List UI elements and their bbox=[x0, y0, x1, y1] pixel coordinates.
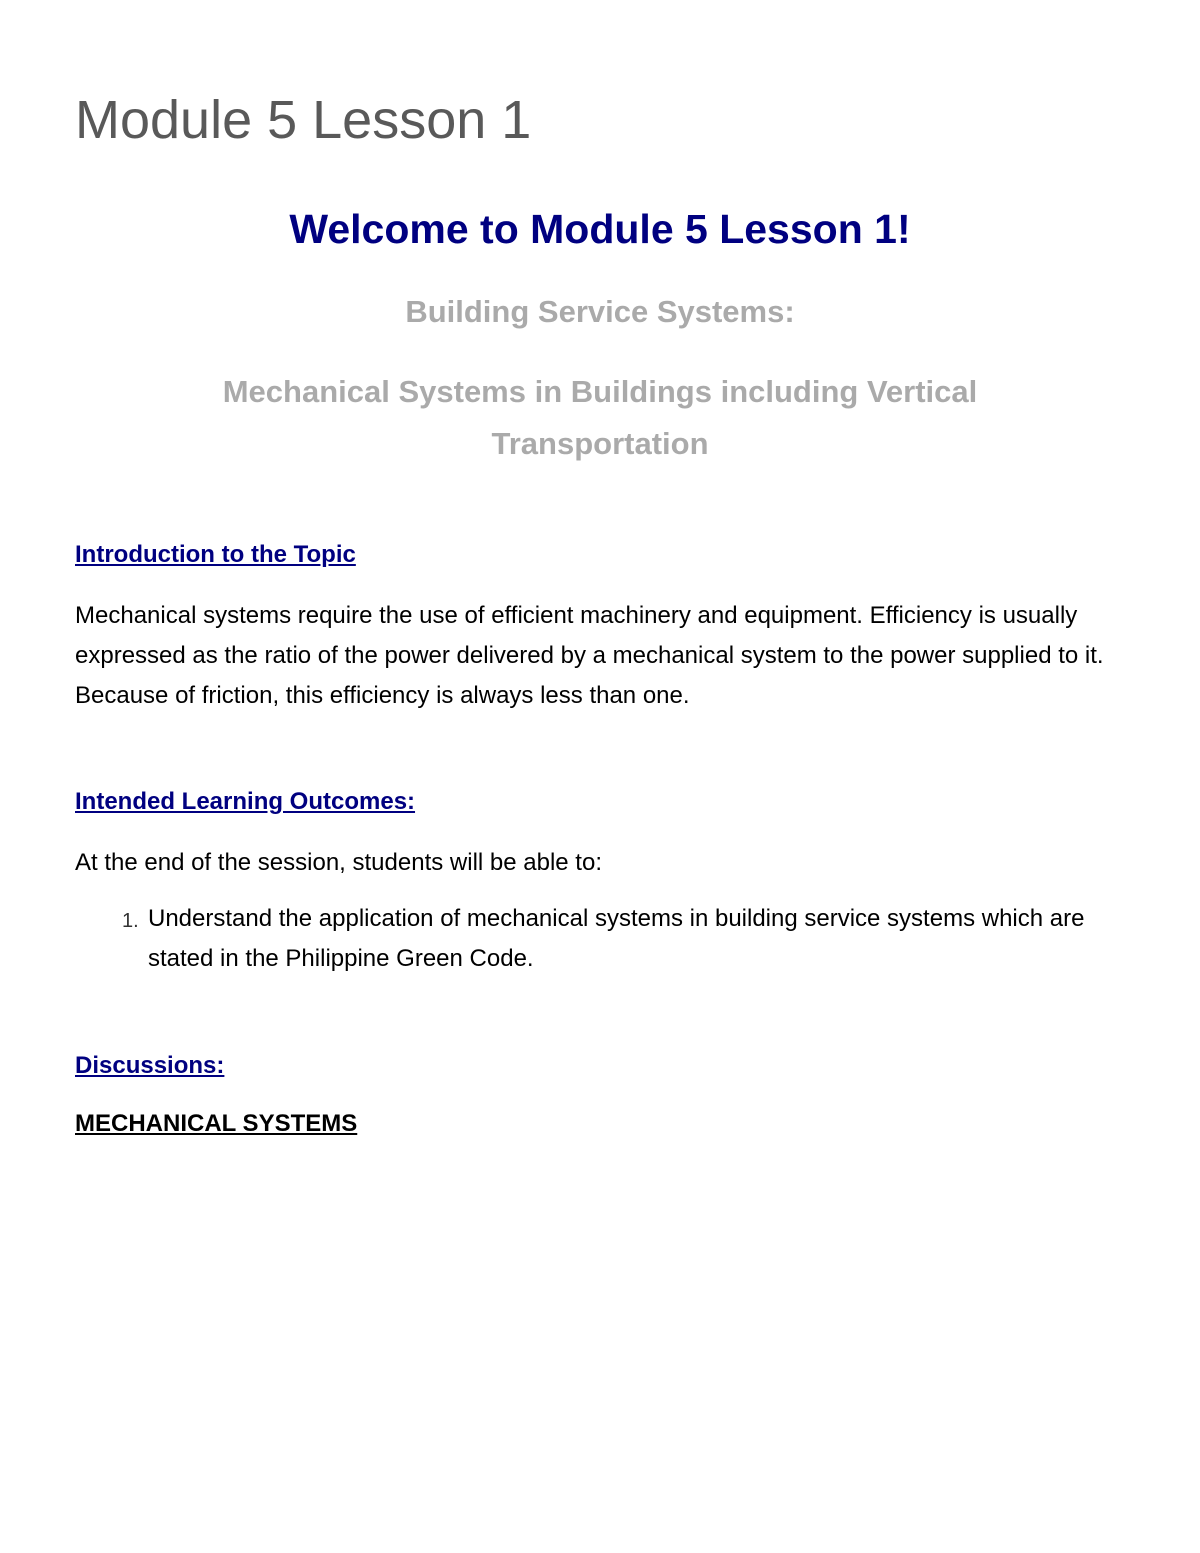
list-item bbox=[75, 899, 1125, 979]
learning-outcomes-lead: At the end of the session, students will be able to: bbox=[75, 849, 602, 876]
introduction-paragraph: Mechanical systems require the use of efficient machinery and equipment. Efficiency is usually expressed as the ratio of the power delivered by a mechanical system to the power supplied to it. Because of friction, this efficiency is always less than one. bbox=[75, 602, 1104, 709]
list-item-number: 1. bbox=[122, 910, 139, 932]
introduction-heading: Introduction to the Topic bbox=[75, 541, 356, 568]
discussions-heading: Discussions: bbox=[75, 1052, 225, 1079]
learning-outcomes-heading: Intended Learning Outcomes: bbox=[75, 788, 416, 815]
welcome-heading: Welcome to Module 5 Lesson 1! bbox=[289, 206, 911, 252]
subtitle-building-service-systems: Building Service Systems: bbox=[405, 294, 795, 329]
module-title: Module 5 Lesson 1 bbox=[75, 90, 532, 150]
learning-outcomes-list bbox=[75, 899, 1125, 979]
subtitle-mechanical-systems: Mechanical Systems in Buildings including Vertical Transportation bbox=[222, 374, 978, 461]
list-item-text: Understand the application of mechanical systems in building service systems which are stated in the Philippine Green Code. bbox=[148, 905, 1085, 972]
section-title-mechanical-systems: MECHANICAL SYSTEMS bbox=[75, 1110, 358, 1137]
